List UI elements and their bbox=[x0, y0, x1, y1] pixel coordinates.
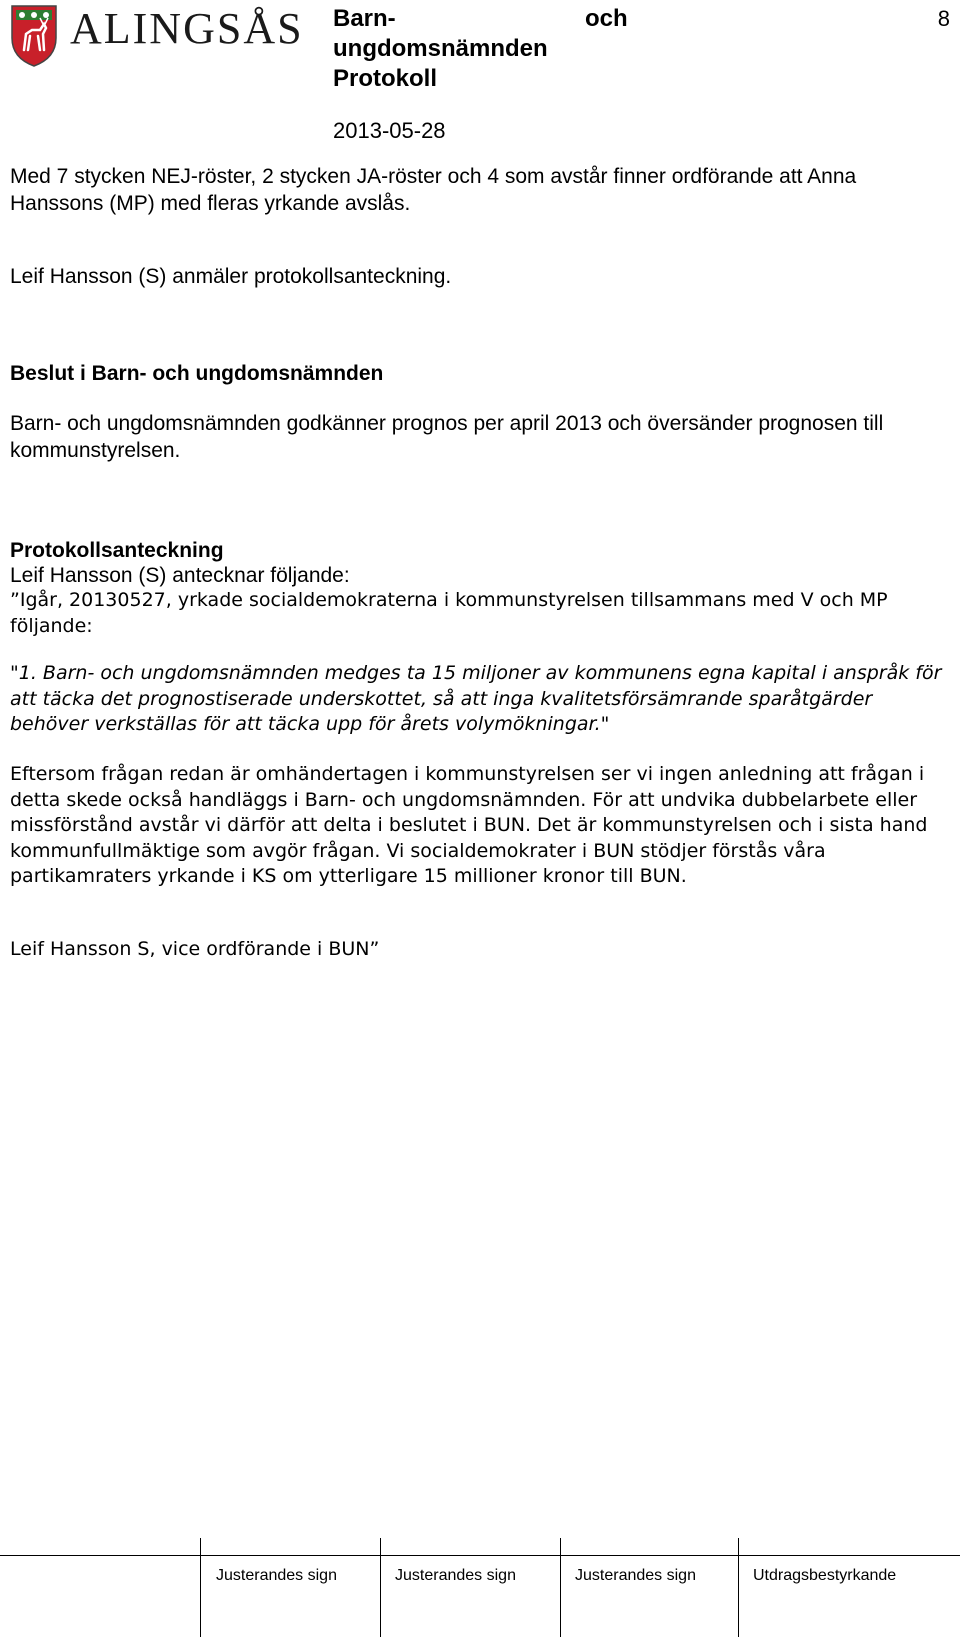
title-line-1: Barn- bbox=[333, 5, 396, 32]
logo-wordmark: ALINGSÅS bbox=[70, 4, 304, 53]
footer-sign-label: Justerandes sign bbox=[575, 1567, 696, 1584]
title-line-3: Protokoll bbox=[333, 65, 438, 92]
note-intro: Leif Hansson (S) antecknar följande: bbox=[10, 564, 350, 587]
title-och: och bbox=[585, 5, 628, 32]
footer-sign-label: Justerandes sign bbox=[395, 1567, 516, 1584]
footer-sign-label: Justerandes sign bbox=[216, 1567, 337, 1584]
footer-certification-label: Utdragsbestyrkande bbox=[753, 1567, 897, 1584]
note-heading: Protokollsanteckning bbox=[10, 539, 224, 562]
note-quote-intro: ”Igår, 20130527, yrkade socialdemokraterna i kommunstyrelsen tillsammans med V och MP följande: bbox=[10, 589, 888, 637]
page-number: 8 bbox=[937, 6, 950, 31]
protocol-note-announcement: Leif Hansson (S) anmäler protokollsanteckning. bbox=[10, 265, 452, 288]
note-quote-item: "1. Barn- och ungdomsnämnden medges ta 15 miljoner av kommunens egna kapital i anspråk för att täcka det prognostiserade underskottet, så att inga kvalitetsförsämrande sparåtgärder behöver verkställas för att täcka upp för årets volymökningar." bbox=[10, 662, 942, 736]
footer-column-divider bbox=[380, 1538, 381, 1637]
document-title bbox=[333, 4, 548, 94]
footer-column-divider bbox=[200, 1538, 201, 1637]
vote-result-paragraph: Med 7 stycken NEJ-röster, 2 stycken JA-röster och 4 som avstår finner ordförande att Anna Hanssons (MP) med fleras yrkande avslås. bbox=[10, 165, 857, 215]
footer-column-divider bbox=[560, 1538, 561, 1637]
title-line-2: ungdomsnämnden bbox=[333, 35, 548, 62]
note-body: Eftersom frågan redan är omhändertagen i kommunstyrelsen ser vi ingen anledning att frågan i detta skede också handläggs i Barn- och ungdomsnämnden. För att undvika dubbelarbete eller missförstånd avstår vi därför att delta i beslutet i BUN. Det är kommunstyrelsen och i sista hand kommunfullmäktige som avgör frågan. Vi socialdemokrater i BUN stödjer förstås våra partikamraters yrkande i KS om ytterligare 15 millioner kronor till BUN. bbox=[10, 763, 928, 888]
decision-heading: Beslut i Barn- och ungdomsnämnden bbox=[10, 362, 384, 385]
meeting-date: 2013-05-28 bbox=[333, 118, 446, 143]
decision-paragraph: Barn- och ungdomsnämnden godkänner prognos per april 2013 och översänder prognosen till kommunstyrelsen. bbox=[10, 412, 884, 462]
coat-of-arms-icon bbox=[10, 4, 58, 68]
note-signature: Leif Hansson S, vice ordförande i BUN” bbox=[10, 938, 380, 960]
alingsas-logo bbox=[10, 0, 310, 72]
footer-column-divider bbox=[738, 1538, 739, 1637]
footer-divider bbox=[0, 1555, 960, 1556]
